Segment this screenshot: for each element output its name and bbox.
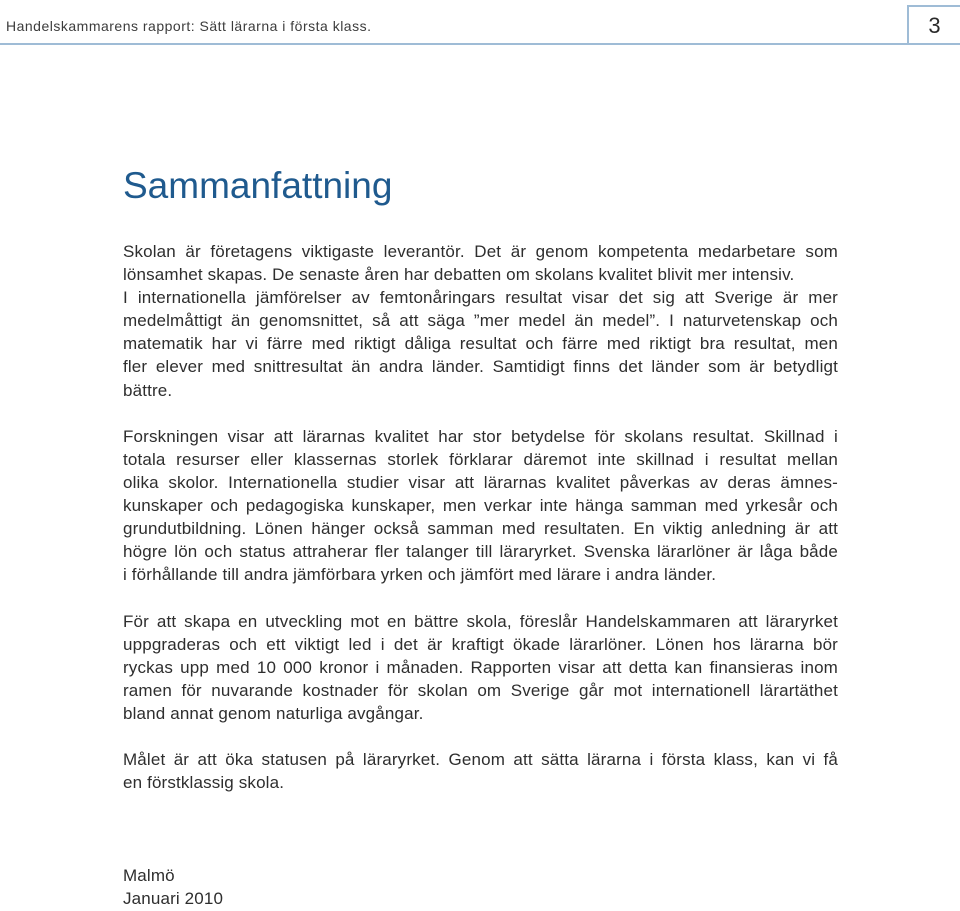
text-line: högre lön och status attraherar fler talanger till läraryrket. Svenska lärarlöner är låga både	[123, 542, 838, 562]
text-line: i förhållande till andra jämförbara yrken och jämfört med lärare i andra länder.	[123, 565, 717, 585]
text-line: uppgraderas och ett viktigt led i det är kraftigt ökade lärarlöner. Lönen hos lärarna bör	[123, 634, 838, 654]
signature-place: Malmö	[123, 865, 175, 885]
text-line: ryckas upp med 10 000 kronor i månaden. Rapporten visar att detta kan finansieras inom	[123, 657, 838, 677]
text-line: medelmåttigt än genomsnittet, så att säga ”mer medel än medel”. I naturvetenskap och	[123, 311, 838, 331]
text-line: fler elever med snittresultat än andra länder. Samtidigt finns det länder som är betydligt	[123, 357, 838, 377]
text-line: bland annat genom naturliga avgångar.	[123, 703, 424, 723]
summary-paragraph-3	[123, 610, 838, 725]
text-line: olika skolor. Internationella studier visar att lärarnas kvalitet påverkas av deras ämnes-	[123, 472, 838, 492]
text-line: ramen för nuvarande kostnader för skolan om Sverige går mot internationell lärartäthet	[123, 680, 838, 700]
signature-block	[123, 864, 838, 910]
summary-body	[123, 240, 838, 910]
page-number-box	[907, 5, 960, 45]
text-line: Målet är att öka statusen på läraryrket. Genom att sätta lärarna i första klass, kan vi få	[123, 750, 838, 770]
text-line: Skolan är företagens viktigaste leverantör. Det är genom kompetenta medarbetare som	[123, 242, 838, 261]
text-line: matematik har vi färre med riktigt dåliga resultat och färre med riktigt bra resultat, men	[123, 334, 838, 354]
text-line: bättre.	[123, 380, 173, 400]
text-line: I internationella jämförelser av femtonåringars resultat visar det sig att Sverige är mer	[123, 288, 838, 308]
running-header-title: Handelskammarens rapport: Sätt lärarna i första klass.	[6, 18, 372, 34]
text-line: Forskningen visar att lärarnas kvalitet har stor betydelse för skolans resultat. Skillnad i	[123, 426, 838, 446]
summary-paragraph-1	[123, 240, 838, 402]
signature-date: Januari 2010	[123, 888, 224, 908]
text-line: en förstklassig skola.	[123, 773, 285, 793]
section-heading: Sammanfattning	[123, 165, 393, 206]
header-rule	[0, 43, 960, 45]
text-line: totala resurser eller klassernas storlek förklarar däremot inte skillnad i resultat mellan	[123, 449, 838, 469]
summary-paragraph-2	[123, 425, 838, 587]
text-line: grundutbildning. Lönen hänger också samman med resultaten. En viktig anledning är att	[123, 519, 838, 539]
running-header	[0, 0, 960, 45]
summary-paragraph-4	[123, 748, 838, 794]
page-number: 3	[928, 13, 941, 38]
text-line: kunskaper och pedagogiska kunskaper, men verkar inte hänga samman med yrkesår och	[123, 496, 838, 516]
text-line: lönsamhet skapas. De senaste åren har debatten om skolans kvalitet blivit mer intensiv.	[123, 265, 795, 285]
text-line: För att skapa en utveckling mot en bättre skola, föreslår Handelskammaren att läraryrket	[123, 611, 838, 631]
